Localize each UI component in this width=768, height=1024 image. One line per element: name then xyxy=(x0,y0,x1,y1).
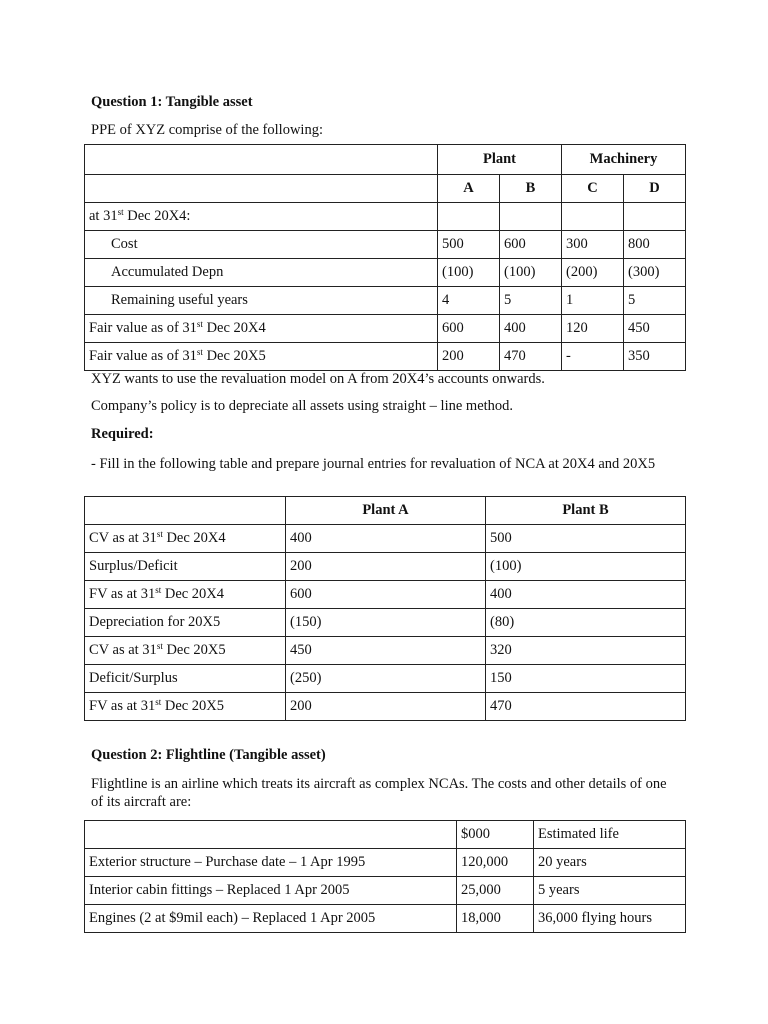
value-cell: (100) xyxy=(486,553,686,581)
table-row xyxy=(85,609,686,637)
table-row xyxy=(85,553,686,581)
table-row xyxy=(85,259,686,287)
required-heading: Required: xyxy=(91,426,154,442)
machinery-group-header: Machinery xyxy=(562,145,686,175)
blank-cell xyxy=(85,821,457,849)
value-cell: 200 xyxy=(286,553,486,581)
table-row xyxy=(85,665,686,693)
component-label: Interior cabin fittings – Replaced 1 Apr 2005 xyxy=(85,877,457,905)
value-cell: 4 xyxy=(438,287,500,315)
value-cell: (150) xyxy=(286,609,486,637)
value-cell: 400 xyxy=(286,525,486,553)
row-label: Surplus/Deficit xyxy=(85,553,286,581)
cost-cell: 120,000 xyxy=(457,849,534,877)
row-label: Cost xyxy=(85,231,438,259)
value-cell: (100) xyxy=(438,259,500,287)
cost-cell: 25,000 xyxy=(457,877,534,905)
value-cell: (250) xyxy=(286,665,486,693)
value-cell: 500 xyxy=(438,231,500,259)
blank-cell xyxy=(562,203,624,231)
life-cell: 20 years xyxy=(534,849,686,877)
value-cell: 800 xyxy=(624,231,686,259)
table-row xyxy=(85,581,686,609)
blank-cell xyxy=(85,497,286,525)
table-row xyxy=(85,693,686,721)
question-2-intro: Flightline is an airline which treats its aircraft as complex NCAs. The costs and other details of one of its aircraft are: xyxy=(91,776,667,810)
value-cell: (300) xyxy=(624,259,686,287)
column-header-c: C xyxy=(562,175,624,203)
table-row xyxy=(85,637,686,665)
blank-cell xyxy=(624,203,686,231)
column-header-d: D xyxy=(624,175,686,203)
estimated-life-header: Estimated life xyxy=(534,821,686,849)
blank-cell xyxy=(438,203,500,231)
question-1-heading: Question 1: Tangible asset xyxy=(91,94,253,110)
aircraft-table xyxy=(84,820,686,933)
plant-b-header: Plant B xyxy=(486,497,686,525)
column-header-b: B xyxy=(500,175,562,203)
plant-a-header: Plant A xyxy=(286,497,486,525)
value-cell: 470 xyxy=(486,693,686,721)
value-cell: 450 xyxy=(286,637,486,665)
value-cell: 200 xyxy=(286,693,486,721)
row-label: Deficit/Surplus xyxy=(85,665,286,693)
component-label: Engines (2 at $9mil each) – Replaced 1 Apr 2005 xyxy=(85,905,457,933)
plant-group-header: Plant xyxy=(438,145,562,175)
value-cell: 320 xyxy=(486,637,686,665)
task-instruction: - Fill in the following table and prepare journal entries for revaluation of NCA at 20X4 and 20X5 xyxy=(91,456,656,472)
value-cell: 150 xyxy=(486,665,686,693)
life-cell: 36,000 flying hours xyxy=(534,905,686,933)
revaluation-note: XYZ wants to use the revaluation model on A from 20X4’s accounts onwards. xyxy=(91,371,545,387)
table-row xyxy=(85,315,686,343)
question-2-heading: Question 2: Flightline (Tangible asset) xyxy=(91,747,326,763)
blank-cell xyxy=(500,203,562,231)
value-cell: 600 xyxy=(500,231,562,259)
section-label: at 31st Dec 20X4: xyxy=(85,203,438,231)
value-cell: - xyxy=(562,343,624,371)
row-label: Accumulated Depn xyxy=(85,259,438,287)
table-row xyxy=(85,877,686,905)
row-label: Fair value as of 31st Dec 20X5 xyxy=(85,343,438,371)
value-cell: 1 xyxy=(562,287,624,315)
table-row xyxy=(85,525,686,553)
table-row xyxy=(85,905,686,933)
value-cell: 500 xyxy=(486,525,686,553)
question-1-intro: PPE of XYZ comprise of the following: xyxy=(91,122,323,138)
blank-cell xyxy=(85,175,438,203)
value-cell: (200) xyxy=(562,259,624,287)
life-cell: 5 years xyxy=(534,877,686,905)
column-header-a: A xyxy=(438,175,500,203)
row-label: CV as at 31st Dec 20X5 xyxy=(85,637,286,665)
cost-cell: 18,000 xyxy=(457,905,534,933)
row-label: CV as at 31st Dec 20X4 xyxy=(85,525,286,553)
row-label: Depreciation for 20X5 xyxy=(85,609,286,637)
cost-header: $000 xyxy=(457,821,534,849)
value-cell: 120 xyxy=(562,315,624,343)
value-cell: 470 xyxy=(500,343,562,371)
value-cell: 400 xyxy=(500,315,562,343)
value-cell: 300 xyxy=(562,231,624,259)
depreciation-policy-note: Company’s policy is to depreciate all assets using straight – line method. xyxy=(91,398,514,414)
value-cell: 350 xyxy=(624,343,686,371)
value-cell: 600 xyxy=(286,581,486,609)
row-label: Remaining useful years xyxy=(85,287,438,315)
value-cell: (100) xyxy=(500,259,562,287)
value-cell: 200 xyxy=(438,343,500,371)
value-cell: (80) xyxy=(486,609,686,637)
table-row xyxy=(85,231,686,259)
blank-cell xyxy=(85,145,438,175)
value-cell: 5 xyxy=(624,287,686,315)
value-cell: 600 xyxy=(438,315,500,343)
row-label: FV as at 31st Dec 20X5 xyxy=(85,693,286,721)
row-label: FV as at 31st Dec 20X4 xyxy=(85,581,286,609)
table-row xyxy=(85,287,686,315)
value-cell: 450 xyxy=(624,315,686,343)
revaluation-table xyxy=(84,496,686,721)
table-row xyxy=(85,849,686,877)
component-label: Exterior structure – Purchase date – 1 Apr 1995 xyxy=(85,849,457,877)
ppe-table xyxy=(84,144,686,371)
table-row xyxy=(85,343,686,371)
value-cell: 5 xyxy=(500,287,562,315)
value-cell: 400 xyxy=(486,581,686,609)
row-label: Fair value as of 31st Dec 20X4 xyxy=(85,315,438,343)
